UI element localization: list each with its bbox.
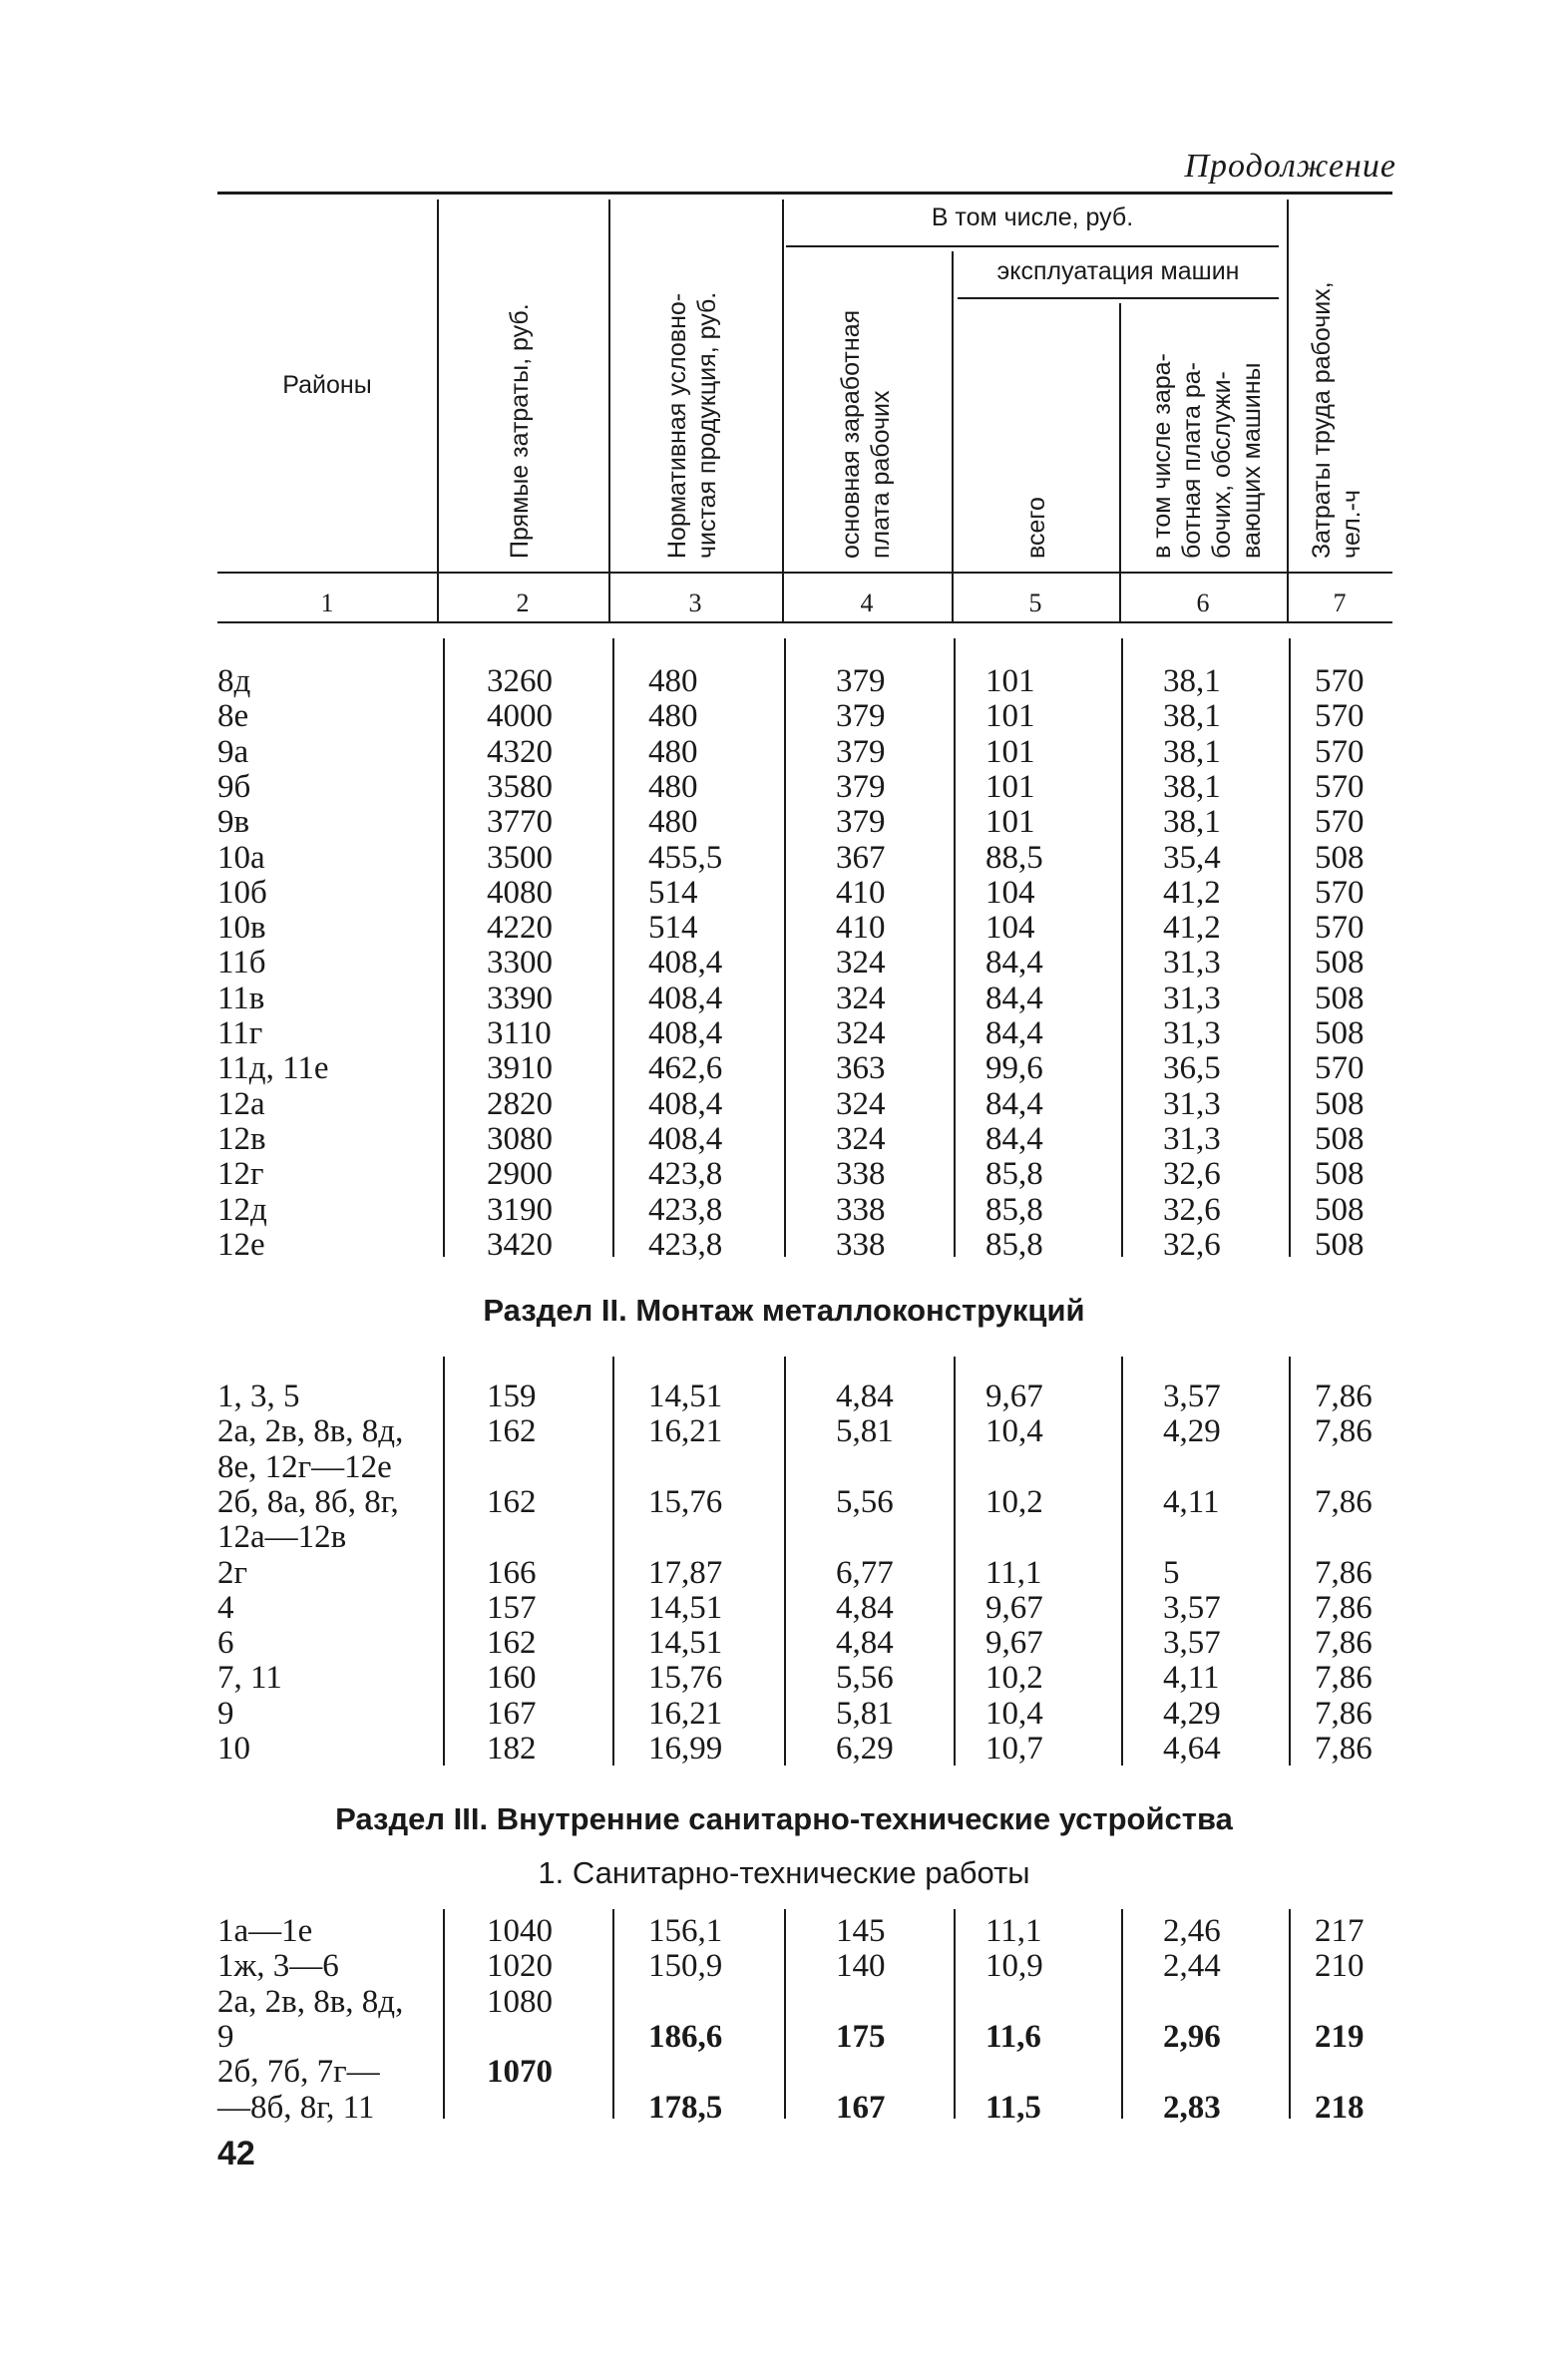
value-cell: 379: [836, 768, 886, 805]
table-row: [0, 981, 1568, 1016]
value-cell: 101: [985, 733, 1035, 770]
value-cell: 508: [1315, 1156, 1365, 1193]
region-cell: 9: [217, 1695, 234, 1732]
region-cell: 8е, 12г—12е: [217, 1448, 392, 1485]
value-cell: 31,3: [1163, 980, 1221, 1016]
value-cell: 408,4: [648, 980, 723, 1016]
value-cell: 99,6: [985, 1050, 1043, 1087]
continuation-label: Продолжение: [1184, 148, 1396, 185]
value-cell: 324: [836, 1085, 886, 1122]
value-cell: 4,84: [836, 1378, 894, 1414]
value-cell: 84,4: [985, 980, 1043, 1016]
region-cell: 1а—1е: [217, 1913, 313, 1949]
colnum-4: 4: [860, 589, 874, 617]
table-row: [0, 698, 1568, 734]
value-cell: 101: [985, 698, 1035, 735]
value-cell: 159: [487, 1378, 537, 1414]
table-row: [0, 734, 1568, 770]
value-cell: 101: [985, 804, 1035, 841]
value-cell: 3300: [487, 945, 553, 982]
value-cell: 1020: [487, 1948, 553, 1985]
value-cell: 32,6: [1163, 1226, 1221, 1263]
value-cell: 7,86: [1315, 1413, 1372, 1450]
value-cell: 10,2: [985, 1483, 1043, 1520]
colnum-5: 5: [1028, 589, 1042, 617]
value-cell: 1080: [487, 1983, 553, 2020]
table-row: [0, 1660, 1568, 1696]
value-cell: 31,3: [1163, 945, 1221, 982]
region-cell: 1, 3, 5: [217, 1378, 300, 1414]
value-cell: 5,56: [836, 1483, 894, 1520]
value-cell: 324: [836, 980, 886, 1016]
value-cell: 85,8: [985, 1191, 1043, 1228]
value-cell: 9,67: [985, 1378, 1043, 1414]
value-cell: 3110: [487, 1015, 552, 1051]
region-cell: 12а—12в: [217, 1519, 347, 1556]
region-cell: 10а: [217, 839, 265, 876]
value-cell: 4,11: [1163, 1660, 1220, 1697]
value-cell: 85,8: [985, 1156, 1043, 1193]
region-cell: 2б, 8а, 8б, 8г,: [217, 1483, 399, 1520]
region-cell: 11б: [217, 945, 266, 982]
table-row: [0, 1121, 1568, 1157]
value-cell: 480: [648, 804, 698, 841]
value-cell: 379: [836, 698, 886, 735]
value-cell: 84,4: [985, 1120, 1043, 1157]
value-cell: 379: [836, 663, 886, 699]
table-row: [0, 1050, 1568, 1086]
value-cell: 162: [487, 1625, 537, 1662]
value-cell: 162: [487, 1413, 537, 1450]
table-row: [0, 2054, 1568, 2090]
region-cell: 10: [217, 1731, 250, 1767]
region-cell: 12е: [217, 1226, 265, 1263]
value-cell: 14,51: [648, 1378, 723, 1414]
table-row: [0, 1156, 1568, 1192]
table-row: [0, 1590, 1568, 1626]
table-row: [0, 1413, 1568, 1449]
value-cell: 367: [836, 839, 886, 876]
value-cell: 570: [1315, 663, 1365, 699]
header-group-including: В том числе, руб.: [931, 203, 1134, 231]
value-cell: 17,87: [648, 1554, 723, 1591]
value-cell: 31,3: [1163, 1085, 1221, 1122]
value-cell: 84,4: [985, 1085, 1043, 1122]
value-cell: 508: [1315, 980, 1365, 1016]
value-cell: 10,9: [985, 1948, 1043, 1985]
value-cell: 11,5: [985, 2089, 1041, 2126]
value-cell: 5,56: [836, 1660, 894, 1697]
value-cell: 16,21: [648, 1413, 723, 1450]
region-cell: 9: [217, 2018, 234, 2055]
value-cell: 480: [648, 663, 698, 699]
header-div-4: [952, 251, 954, 621]
value-cell: 6,77: [836, 1554, 894, 1591]
value-cell: 210: [1315, 1948, 1365, 1985]
value-cell: 408,4: [648, 1120, 723, 1157]
table-row: [0, 910, 1568, 946]
value-cell: 38,1: [1163, 804, 1221, 841]
table-row: [0, 1731, 1568, 1767]
value-cell: 379: [836, 804, 886, 841]
value-cell: 480: [648, 733, 698, 770]
region-cell: 9а: [217, 733, 249, 770]
region-cell: 2а, 2в, 8в, 8д,: [217, 1413, 404, 1450]
value-cell: 101: [985, 663, 1035, 699]
value-cell: 408,4: [648, 1085, 723, 1122]
value-cell: 3420: [487, 1226, 553, 1263]
value-cell: 84,4: [985, 1015, 1043, 1051]
region-cell: 11в: [217, 980, 265, 1016]
value-cell: 31,3: [1163, 1015, 1221, 1051]
table-row: [0, 1192, 1568, 1228]
value-cell: 104: [985, 874, 1035, 911]
value-cell: 3260: [487, 663, 553, 699]
region-cell: 12д: [217, 1191, 267, 1228]
value-cell: 324: [836, 1120, 886, 1157]
table-row: [0, 1015, 1568, 1051]
value-cell: 570: [1315, 698, 1365, 735]
table-row: [0, 840, 1568, 876]
value-cell: 35,4: [1163, 839, 1221, 876]
value-cell: 3190: [487, 1191, 553, 1228]
colnum-bottom-rule: [217, 621, 1392, 623]
value-cell: 4000: [487, 698, 553, 735]
header-div-5: [1119, 303, 1121, 621]
section3-title: Раздел III. Внутренние санитарно-технические устройства: [335, 1801, 1233, 1836]
value-cell: 88,5: [985, 839, 1043, 876]
value-cell: 32,6: [1163, 1191, 1221, 1228]
colnum-6: 6: [1196, 589, 1210, 617]
table-row: [0, 1625, 1568, 1661]
value-cell: 480: [648, 698, 698, 735]
header-div-3: [782, 199, 784, 621]
value-cell: 4320: [487, 733, 553, 770]
value-cell: 508: [1315, 945, 1365, 982]
value-cell: 324: [836, 945, 886, 982]
table-row: [0, 1948, 1568, 1984]
value-cell: 2,96: [1163, 2018, 1221, 2055]
value-cell: 140: [836, 1948, 886, 1985]
table-row: [0, 945, 1568, 981]
value-cell: 104: [985, 910, 1035, 947]
value-cell: 178,5: [648, 2089, 723, 2126]
region-cell: 12в: [217, 1120, 266, 1157]
value-cell: 10,4: [985, 1413, 1043, 1450]
header-top-rule: [217, 192, 1392, 195]
value-cell: 508: [1315, 1191, 1365, 1228]
value-cell: 84,4: [985, 945, 1043, 982]
value-cell: 9,67: [985, 1589, 1043, 1626]
value-cell: 4,84: [836, 1589, 894, 1626]
value-cell: 38,1: [1163, 663, 1221, 699]
value-cell: 7,86: [1315, 1483, 1372, 1520]
value-cell: 16,99: [648, 1731, 723, 1767]
value-cell: 101: [985, 768, 1035, 805]
value-cell: 2,44: [1163, 1948, 1221, 1985]
region-cell: 10б: [217, 874, 267, 911]
value-cell: 3,57: [1163, 1378, 1221, 1414]
value-cell: 85,8: [985, 1226, 1043, 1263]
value-cell: 423,8: [648, 1191, 723, 1228]
value-cell: 363: [836, 1050, 886, 1087]
value-cell: 167: [487, 1695, 537, 1732]
value-cell: 7,86: [1315, 1625, 1372, 1662]
value-cell: 455,5: [648, 839, 723, 876]
value-cell: 7,86: [1315, 1731, 1372, 1767]
value-cell: 508: [1315, 1120, 1365, 1157]
value-cell: 423,8: [648, 1156, 723, 1193]
value-cell: 7,86: [1315, 1554, 1372, 1591]
value-cell: 3580: [487, 768, 553, 805]
header-bottom-rule: [217, 572, 1392, 574]
value-cell: 570: [1315, 804, 1365, 841]
value-cell: 4,11: [1163, 1483, 1220, 1520]
header-direct-costs: Прямые затраты, руб.: [506, 303, 534, 559]
region-cell: 8д: [217, 663, 251, 699]
value-cell: 570: [1315, 874, 1365, 911]
region-cell: 10в: [217, 910, 266, 947]
value-cell: 423,8: [648, 1226, 723, 1263]
value-cell: 570: [1315, 768, 1365, 805]
value-cell: 508: [1315, 839, 1365, 876]
section2-title: Раздел II. Монтаж металлоконструкций: [483, 1293, 1085, 1328]
value-cell: 186,6: [648, 2018, 723, 2055]
value-cell: 38,1: [1163, 698, 1221, 735]
value-cell: 41,2: [1163, 874, 1221, 911]
value-cell: 5,81: [836, 1413, 894, 1450]
region-cell: 9в: [217, 804, 250, 841]
value-cell: 7,86: [1315, 1589, 1372, 1626]
value-cell: 11,6: [985, 2018, 1041, 2055]
table-row: [0, 1555, 1568, 1591]
value-cell: 38,1: [1163, 733, 1221, 770]
value-cell: 32,6: [1163, 1156, 1221, 1193]
value-cell: 514: [648, 910, 698, 947]
table-row: [0, 1696, 1568, 1732]
header-total: всего: [1022, 497, 1050, 559]
value-cell: 7,86: [1315, 1695, 1372, 1732]
value-cell: 2,46: [1163, 1913, 1221, 1949]
region-cell: 12а: [217, 1085, 265, 1122]
region-cell: 1ж, 3—6: [217, 1948, 339, 1985]
value-cell: 7,86: [1315, 1660, 1372, 1697]
header-div-1: [437, 199, 439, 621]
region-cell: 11д, 11е: [217, 1050, 329, 1087]
value-cell: 14,51: [648, 1589, 723, 1626]
value-cell: 166: [487, 1554, 537, 1591]
value-cell: 570: [1315, 910, 1365, 947]
value-cell: 167: [836, 2089, 886, 2126]
value-cell: 5,81: [836, 1695, 894, 1732]
value-cell: 508: [1315, 1085, 1365, 1122]
value-cell: 570: [1315, 733, 1365, 770]
table-row: [0, 1984, 1568, 2020]
table-row: [0, 1484, 1568, 1520]
value-cell: 38,1: [1163, 768, 1221, 805]
table-row: [0, 2019, 1568, 2055]
value-cell: 4080: [487, 874, 553, 911]
value-cell: 4,64: [1163, 1731, 1221, 1767]
value-cell: 175: [836, 2018, 886, 2055]
table-row: [0, 2090, 1568, 2126]
colnum-7: 7: [1333, 589, 1347, 617]
region-cell: 2а, 2в, 8в, 8д,: [217, 1983, 404, 2020]
value-cell: 10,2: [985, 1660, 1043, 1697]
value-cell: 410: [836, 874, 886, 911]
value-cell: 4,29: [1163, 1695, 1221, 1732]
value-cell: 6,29: [836, 1731, 894, 1767]
table-row: [0, 1913, 1568, 1949]
value-cell: 160: [487, 1660, 537, 1697]
value-cell: 5: [1163, 1554, 1180, 1591]
table-row: [0, 1519, 1568, 1555]
value-cell: 338: [836, 1191, 886, 1228]
value-cell: 1040: [487, 1913, 553, 1949]
colnum-2: 2: [516, 589, 530, 617]
header-machine-wage: в том числе зара- ботная плата ра- бочих, обслужи- вающих машины: [1148, 353, 1266, 559]
page-number: 42: [217, 2135, 255, 2172]
value-cell: 162: [487, 1483, 537, 1520]
value-cell: 41,2: [1163, 910, 1221, 947]
table-row: [0, 1086, 1568, 1122]
header-normative-product: Нормативная условно- чистая продукция, руб.: [663, 291, 721, 559]
region-cell: 12г: [217, 1156, 264, 1193]
value-cell: 3390: [487, 980, 553, 1016]
value-cell: 408,4: [648, 1015, 723, 1051]
value-cell: 10,4: [985, 1695, 1043, 1732]
value-cell: 31,3: [1163, 1120, 1221, 1157]
value-cell: 514: [648, 874, 698, 911]
value-cell: 338: [836, 1156, 886, 1193]
value-cell: 15,76: [648, 1483, 723, 1520]
table-row: [0, 1449, 1568, 1485]
value-cell: 3910: [487, 1050, 553, 1087]
colnum-1: 1: [320, 589, 334, 617]
table-row: [0, 1378, 1568, 1414]
region-cell: 2б, 7б, 7г—: [217, 2054, 380, 2091]
region-cell: 8е: [217, 698, 249, 735]
header-div-6: [1287, 199, 1289, 621]
value-cell: 219: [1315, 2018, 1365, 2055]
header-rayony: Районы: [282, 371, 372, 399]
value-cell: 4220: [487, 910, 553, 947]
colnum-3: 3: [688, 589, 702, 617]
value-cell: 1070: [487, 2054, 553, 2091]
value-cell: 7,86: [1315, 1378, 1372, 1414]
subgroup-rule: [958, 297, 1279, 299]
value-cell: 324: [836, 1015, 886, 1051]
value-cell: 11,1: [985, 1554, 1042, 1591]
region-cell: 6: [217, 1625, 234, 1662]
value-cell: 408,4: [648, 945, 723, 982]
value-cell: 15,76: [648, 1660, 723, 1697]
header-labor-cost: Затраты труда рабочих, чел.-ч: [1308, 281, 1366, 559]
region-cell: —8б, 8г, 11: [217, 2089, 375, 2126]
region-cell: 9б: [217, 768, 251, 805]
value-cell: 508: [1315, 1015, 1365, 1051]
value-cell: 508: [1315, 1226, 1365, 1263]
value-cell: 9,67: [985, 1625, 1043, 1662]
value-cell: 480: [648, 768, 698, 805]
table-row: [0, 769, 1568, 805]
value-cell: 4,84: [836, 1625, 894, 1662]
value-cell: 338: [836, 1226, 886, 1263]
value-cell: 11,1: [985, 1913, 1042, 1949]
value-cell: 16,21: [648, 1695, 723, 1732]
region-cell: 7, 11: [217, 1660, 282, 1697]
region-cell: 4: [217, 1589, 234, 1626]
value-cell: 218: [1315, 2089, 1365, 2126]
value-cell: 2900: [487, 1156, 553, 1193]
value-cell: 3,57: [1163, 1625, 1221, 1662]
value-cell: 145: [836, 1913, 886, 1949]
table-row: [0, 804, 1568, 840]
value-cell: 10,7: [985, 1731, 1043, 1767]
table-row: [0, 875, 1568, 911]
region-cell: 11г: [217, 1015, 263, 1051]
value-cell: 570: [1315, 1050, 1365, 1087]
header-div-2: [608, 199, 610, 621]
group-rule: [786, 245, 1279, 247]
value-cell: 3,57: [1163, 1589, 1221, 1626]
header-subgroup-machines: эксплуатация машин: [996, 257, 1240, 285]
value-cell: 3080: [487, 1120, 553, 1157]
value-cell: 182: [487, 1731, 537, 1767]
table-row: [0, 663, 1568, 699]
value-cell: 36,5: [1163, 1050, 1221, 1087]
value-cell: 3770: [487, 804, 553, 841]
section3-subtitle: 1. Санитарно-технические работы: [538, 1855, 1030, 1890]
value-cell: 157: [487, 1589, 537, 1626]
value-cell: 2,83: [1163, 2089, 1221, 2126]
region-cell: 2г: [217, 1554, 248, 1591]
table-row: [0, 1227, 1568, 1263]
value-cell: 3500: [487, 839, 553, 876]
value-cell: 410: [836, 910, 886, 947]
value-cell: 14,51: [648, 1625, 723, 1662]
value-cell: 156,1: [648, 1913, 723, 1949]
value-cell: 4,29: [1163, 1413, 1221, 1450]
value-cell: 379: [836, 733, 886, 770]
value-cell: 462,6: [648, 1050, 723, 1087]
header-base-wage: основная заработная плата рабочих: [837, 309, 895, 559]
value-cell: 150,9: [648, 1948, 723, 1985]
value-cell: 2820: [487, 1085, 553, 1122]
value-cell: 217: [1315, 1913, 1365, 1949]
